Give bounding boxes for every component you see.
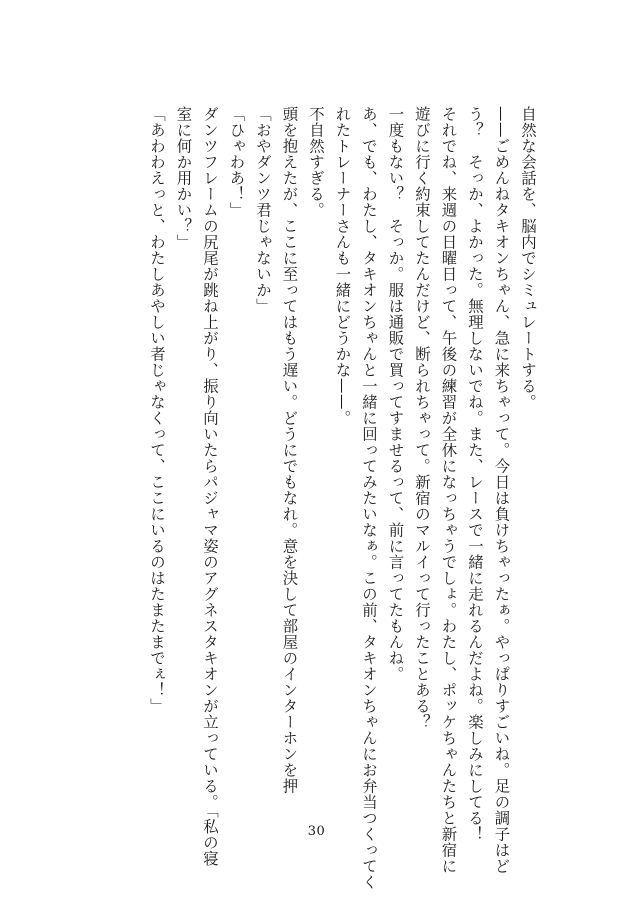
text-line: ダンツフレームの尻尾が跳ね上がり、振り向いたらパジャマ姿のアグネスタキオンが立っている。「私の寝 (201, 106, 219, 867)
text-line: 「おやダンツ君じゃないか」 (254, 106, 272, 314)
text-line: 「あわわえっと、わたしあやしい者じゃなくって、ここにいるのはたまたまでぇ！」 (148, 106, 166, 714)
text-line: 不自然すぎる。 (307, 106, 325, 218)
text-line: 遊びに行く約束してたんだけど、断られちゃって。新宿のマルイって行ったことある？ (413, 106, 431, 730)
text-line: う？ そっか、よかった。無理しないでね。また、レースで一緒に走れるんだよね。楽しみにしてる！ (466, 106, 484, 842)
text-line: 自然な会話を、脳内でシミュレートする。 (519, 106, 537, 410)
text-line: 室に何か用かい？」 (174, 106, 193, 250)
text-line: それでね、来週の日曜日って、午後の練習が全休になっちゃうでしょ。わたし、ポッケちゃんたちと新宿に (439, 106, 458, 874)
text-line: れたトレーナーさんも一緒にどうかな——。 (333, 106, 352, 426)
text-line: 頭を抱えたが、ここに至ってはもう遅い。どうにでもなれ。意を決して部屋のインターホンを押 (280, 106, 299, 794)
text-line: ——ごめんねタキオンちゃん、急に来ちゃって。今日は負けちゃったぁ。やっぱりすごいね。足の調子はど (492, 106, 511, 874)
text-line: 一度もない？ そっか。服は通販で買ってすませるって、前に言ってたもんね。 (386, 106, 405, 682)
text-line: あ、でも、わたし、タキオンちゃんと一緒に回ってみたいなぁ。この前、タキオンちゃんにお弁当つくってく (360, 106, 378, 890)
text-line: 「ひゃわあ！」 (227, 106, 246, 218)
page-number: 30 (307, 824, 326, 839)
